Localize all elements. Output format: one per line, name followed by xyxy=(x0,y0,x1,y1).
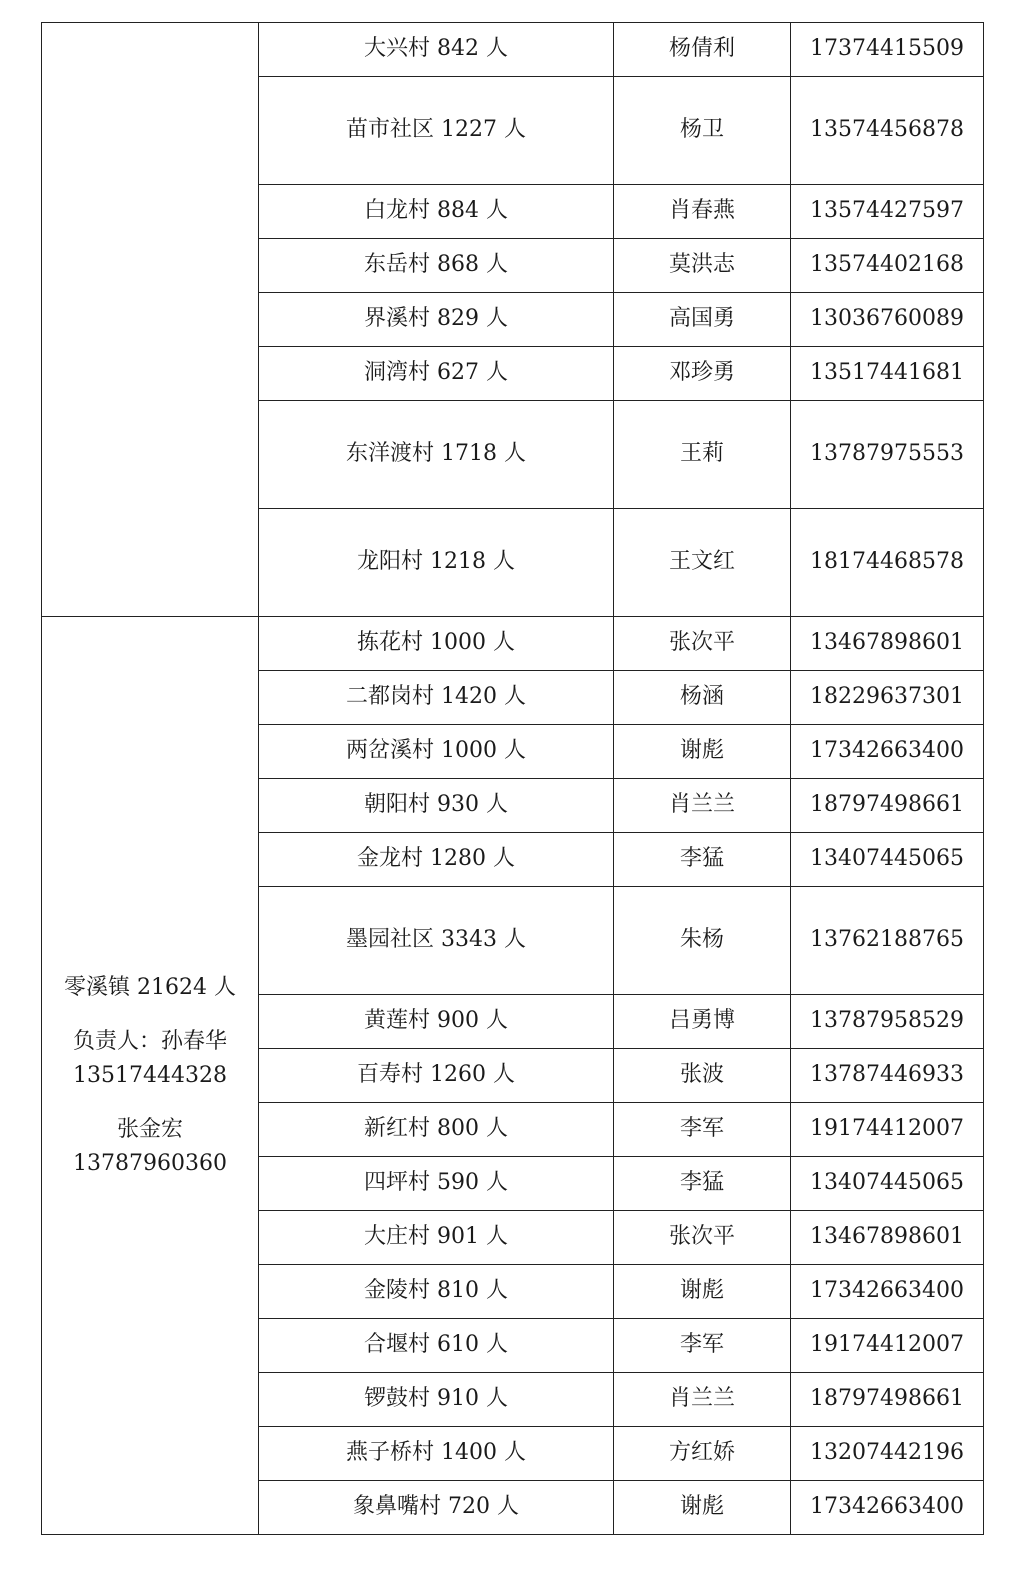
village-cell: 东岳村 868 人 xyxy=(259,239,614,293)
town-deputy-phone: 13787960360 xyxy=(73,1150,227,1176)
phone-cell: 13787975553 xyxy=(791,401,984,509)
phone-cell: 13517441681 xyxy=(791,347,984,401)
contact-cell: 肖春燕 xyxy=(614,185,791,239)
contact-cell: 李猛 xyxy=(614,1157,791,1211)
phone-cell: 13207442196 xyxy=(791,1427,984,1481)
village-cell: 百寿村 1260 人 xyxy=(259,1049,614,1103)
village-cell: 墨园社区 3343 人 xyxy=(259,887,614,995)
table-body xyxy=(42,23,984,1535)
town-deputy: 张金宏 xyxy=(116,1116,183,1142)
phone-cell: 18174468578 xyxy=(791,509,984,617)
phone-cell: 13787446933 xyxy=(791,1049,984,1103)
phone-cell: 17342663400 xyxy=(791,1265,984,1319)
village-cell: 锣鼓村 910 人 xyxy=(259,1373,614,1427)
village-cell: 龙阳村 1218 人 xyxy=(259,509,614,617)
contact-cell: 李猛 xyxy=(614,833,791,887)
village-cell: 二都岗村 1420 人 xyxy=(259,671,614,725)
phone-cell: 19174412007 xyxy=(791,1103,984,1157)
phone-cell: 18797498661 xyxy=(791,1373,984,1427)
contact-cell: 吕勇博 xyxy=(614,995,791,1049)
contact-cell: 肖兰兰 xyxy=(614,779,791,833)
phone-cell: 13762188765 xyxy=(791,887,984,995)
town-cell-empty xyxy=(42,23,259,617)
village-cell: 燕子桥村 1400 人 xyxy=(259,1427,614,1481)
village-cell: 黄莲村 900 人 xyxy=(259,995,614,1049)
village-cell: 大庄村 901 人 xyxy=(259,1211,614,1265)
contact-cell: 谢彪 xyxy=(614,1481,791,1535)
contact-cell: 肖兰兰 xyxy=(614,1373,791,1427)
contact-cell: 李军 xyxy=(614,1103,791,1157)
contact-table xyxy=(41,22,984,1535)
town-leader: 负责人：孙春华 xyxy=(72,1028,227,1054)
village-cell: 金龙村 1280 人 xyxy=(259,833,614,887)
contact-cell: 王文红 xyxy=(614,509,791,617)
village-cell: 朝阳村 930 人 xyxy=(259,779,614,833)
contact-cell: 杨卫 xyxy=(614,77,791,185)
village-cell: 合堰村 610 人 xyxy=(259,1319,614,1373)
village-cell: 苗市社区 1227 人 xyxy=(259,77,614,185)
table-row xyxy=(42,23,984,77)
phone-cell: 17374415509 xyxy=(791,23,984,77)
phone-cell: 13407445065 xyxy=(791,1157,984,1211)
phone-cell: 13574402168 xyxy=(791,239,984,293)
phone-cell: 19174412007 xyxy=(791,1319,984,1373)
phone-cell: 13407445065 xyxy=(791,833,984,887)
town-leader-phone: 13517444328 xyxy=(73,1062,227,1088)
phone-cell: 13574427597 xyxy=(791,185,984,239)
village-cell: 象鼻嘴村 720 人 xyxy=(259,1481,614,1535)
contact-cell: 杨倩利 xyxy=(614,23,791,77)
village-cell: 界溪村 829 人 xyxy=(259,293,614,347)
phone-cell: 18797498661 xyxy=(791,779,984,833)
village-cell: 大兴村 842 人 xyxy=(259,23,614,77)
contact-cell: 张次平 xyxy=(614,1211,791,1265)
village-cell: 金陵村 810 人 xyxy=(259,1265,614,1319)
village-cell: 东洋渡村 1718 人 xyxy=(259,401,614,509)
contact-cell: 谢彪 xyxy=(614,725,791,779)
contact-cell: 朱杨 xyxy=(614,887,791,995)
town-cell xyxy=(42,617,259,1535)
village-cell: 四坪村 590 人 xyxy=(259,1157,614,1211)
contact-cell: 莫洪志 xyxy=(614,239,791,293)
village-cell: 拣花村 1000 人 xyxy=(259,617,614,671)
village-cell: 白龙村 884 人 xyxy=(259,185,614,239)
contact-cell: 张波 xyxy=(614,1049,791,1103)
village-cell: 两岔溪村 1000 人 xyxy=(259,725,614,779)
village-cell: 新红村 800 人 xyxy=(259,1103,614,1157)
phone-cell: 13787958529 xyxy=(791,995,984,1049)
phone-cell: 13467898601 xyxy=(791,1211,984,1265)
phone-cell: 18229637301 xyxy=(791,671,984,725)
phone-cell: 17342663400 xyxy=(791,725,984,779)
village-cell: 洞湾村 627 人 xyxy=(259,347,614,401)
phone-cell: 13574456878 xyxy=(791,77,984,185)
contact-cell: 张次平 xyxy=(614,617,791,671)
contact-cell: 杨涵 xyxy=(614,671,791,725)
table-row xyxy=(42,617,984,671)
contact-cell: 王莉 xyxy=(614,401,791,509)
contact-cell: 李军 xyxy=(614,1319,791,1373)
phone-cell: 13036760089 xyxy=(791,293,984,347)
contact-cell: 谢彪 xyxy=(614,1265,791,1319)
contact-cell: 邓珍勇 xyxy=(614,347,791,401)
phone-cell: 17342663400 xyxy=(791,1481,984,1535)
town-name: 零溪镇 21624 人 xyxy=(64,974,236,1000)
contact-cell: 高国勇 xyxy=(614,293,791,347)
phone-cell: 13467898601 xyxy=(791,617,984,671)
contact-cell: 方红娇 xyxy=(614,1427,791,1481)
